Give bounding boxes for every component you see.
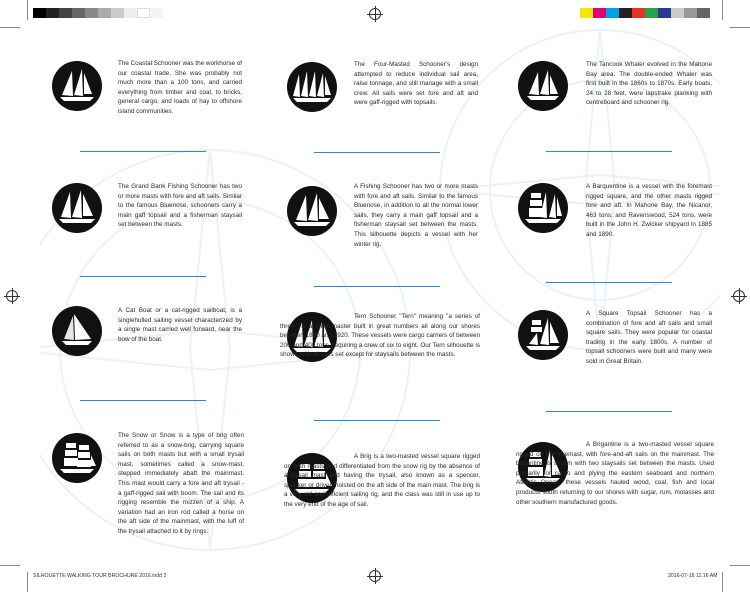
cat-boat-description: A Cat Boat or a cat-rigged sailboat, is a singlehulled sailing vessel characterized by a single mast carried well forward, near the bow of the boat.	[118, 307, 242, 343]
section-divider	[80, 151, 206, 152]
snow-brig-description: The Snow or Snow is a type of brig often referred to as a snow-brig, carrying square sails on both masts but with a small trysail mast, sometimes called a snow-mast, stepped immediately abaft the mainmast. This mast would carry a fore and aft trysail - a gaff-rigged sail with boom. The sail and its rigging resemble the mizzen of a ship. A variation had an iron rod called a horse on the aft side of the mainmast, with the luff of the trysail attached to it by rings.	[118, 432, 244, 535]
section-divider	[546, 411, 672, 412]
crop-mark	[730, 565, 750, 566]
fishing-schooner-icon	[287, 186, 337, 236]
crop-mark	[0, 27, 20, 28]
crop-mark	[27, 0, 28, 20]
crop-mark	[722, 572, 723, 592]
section-divider	[314, 420, 440, 421]
schooner-silhouette-icon	[52, 61, 102, 111]
grand-bank-schooner-icon	[52, 183, 102, 233]
fishing-schooner-description: A Fishing Schooner has two or more masts with fore and aft sails. Similar to the famous Bluenose, in addition to all the normal lower sails, they carry a main gaff topsail and a fisherman staysail set between the masts. This silhouette depicts a vessel with her winter rig.	[354, 183, 478, 248]
grayscale-color-bar	[33, 8, 163, 18]
barquentine-icon	[518, 183, 568, 233]
brig-description: A Brig is a two-masted vessel square rigged on both masts and differentiated from the snow rig by the absence of a trysail mast and having the trysail, also known as a spencer, spanker or driver, hoisted on the aft side of the main mast. The brig is a very old and efficient sailing rig, and the class was still in use up to the very end of the age of sail.	[284, 453, 480, 508]
registration-mark-top	[369, 8, 381, 20]
brigantine-description: A Brigantine is a two-masted vessel square rigged on the foremast, with fore-and-aft sails on the mainmast. The brigantine is shown with two staysails set between the masts. Used primarily for cargo and plying the eastern seaboard and northern Atlantic Ocean, these vessels hauled wood, coal, fish and local products south returning to our shores with sugar, rum, molasses and other southern manufactured goods.	[516, 441, 714, 506]
cmyk-color-bar	[580, 8, 710, 18]
snow-brig-icon	[52, 433, 102, 483]
file-info-slug: SILHOUETTE WALKING TOUR BROCHURE 2016.indd 2	[33, 573, 167, 579]
section-divider	[546, 151, 672, 152]
section-divider	[314, 286, 440, 287]
square-topsail-schooner-description: A Square Topsail Schooner has a combination of fore and aft sails and small square sails. They were popular for coastal trading in the early 1800s. A number of topsail schooners were built and many were sold in Great Britain.	[586, 310, 712, 365]
tern-schooner-description: Tern Schooner "Tern" meaning "a series of three," is a three-master built in great numbers all along our shores between 1880 and 1920. These vessels were cargo carriers of between 200 and 400 tons, requiring a crew of six to eight. Our Tern silhouette is shown with all sails set except for staysails between the masts.	[280, 313, 480, 359]
tancook-whaler-icon	[518, 61, 568, 111]
registration-mark-bottom	[369, 570, 381, 582]
crop-mark	[730, 27, 750, 28]
cat-boat-icon	[52, 306, 102, 356]
barquentine-description: A Barquentine is a vessel with the foremast rigged square, and the other masts rigged fore and aft. In Mahone Bay, the Nicanor, 463 tons, and Ravenswood, 524 tons, were built in the John H. Zwicker shipyard in 1885 and 1890.	[586, 183, 712, 238]
four-masted-schooner-description: The Four-Masted Schooner's design attempted to reduce individual sail area, raise tonnage, and still manage with a small crew. All sails were set fore and aft and were gaff-rigged with topsails.	[354, 61, 478, 107]
registration-mark-right	[733, 290, 745, 302]
square-topsail-schooner-icon	[518, 310, 568, 360]
registration-mark-left	[6, 290, 18, 302]
grand-bank-schooner-description: The Grand Bank Fishing Schooner has two or more masts with fore and aft sails. Similar to the famous Bluenose, schooners carry a main gaff topsail and a fisherman staysail set between the masts.	[118, 183, 242, 229]
crop-mark	[27, 572, 28, 592]
coastal-schooner-description: The Coastal Schooner was the workhorse of our coastal trade. She was probably not much more than a 100 tons, and carried everything from timber and coal, to bricks, general cargo, and loads of hay to offshore island communities.	[118, 60, 242, 115]
crop-mark	[0, 565, 20, 566]
four-masted-schooner-icon	[287, 62, 337, 112]
section-divider	[80, 276, 206, 277]
section-divider	[546, 282, 672, 283]
crop-mark	[722, 0, 723, 20]
section-divider	[80, 400, 206, 401]
section-divider	[314, 152, 440, 153]
timestamp-slug: 2016-07-18 11:16 AM	[668, 573, 718, 579]
tancook-whaler-description: The Tancook Whaler evolved in the Mahone Bay area. The double-ended Whaler was first built in the 1860s to 1870s. Early boats, 24 to 28 feet, were lapstrake planking with centreboard and schooner rig.	[586, 61, 712, 107]
